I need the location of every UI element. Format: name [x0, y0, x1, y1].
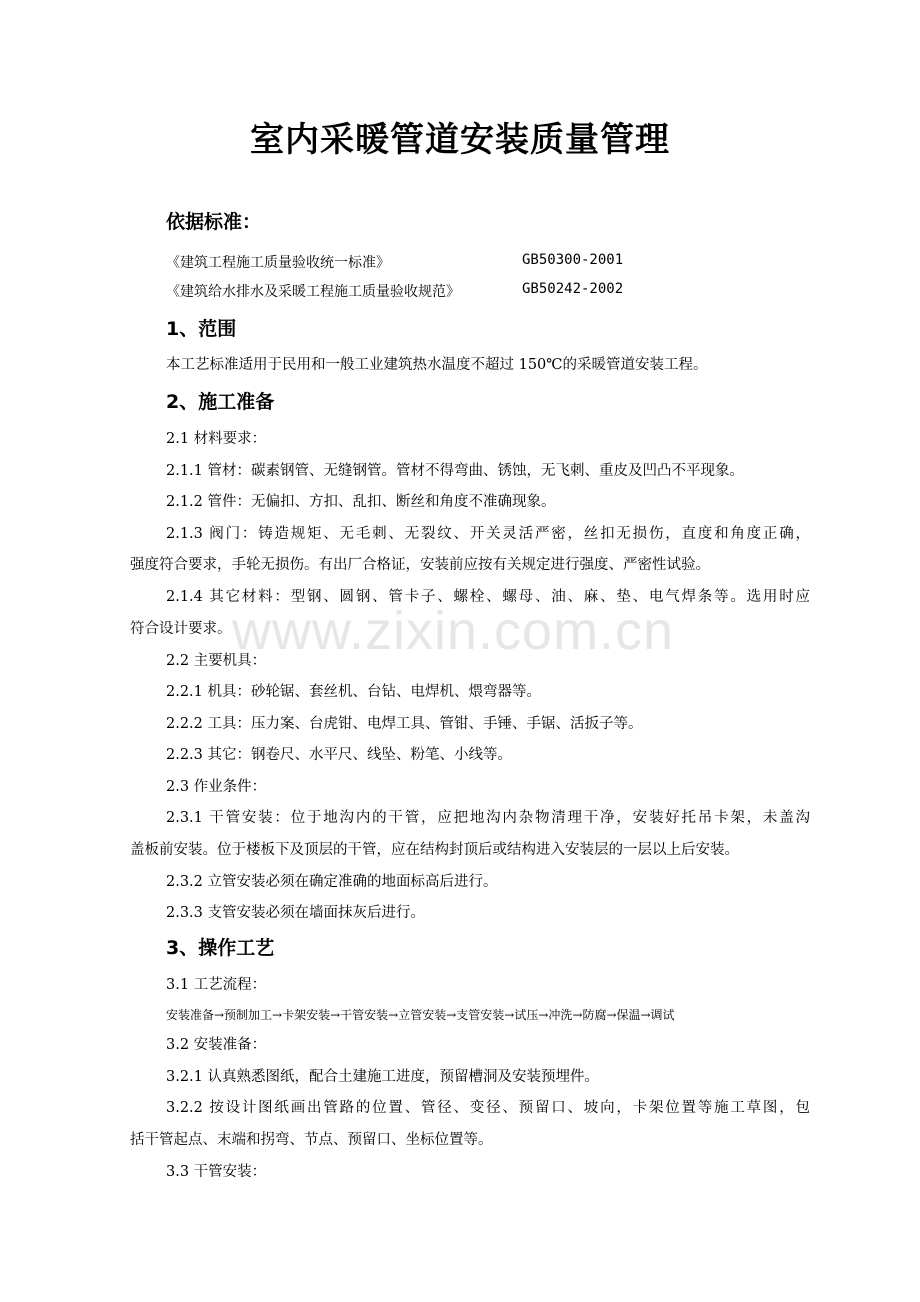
section-1-text: 本工艺标准适用于民用和一般工业建筑热水温度不超过 150℃的采暖管道安装工程。: [166, 357, 708, 373]
standard-code-1: GB50300-2001: [522, 252, 624, 268]
clause-3-3: 3.3 干管安装：: [166, 1164, 267, 1180]
clause-2-1: 2.1 材料要求：: [166, 431, 267, 447]
process-flow: 安装准备→预制加工→卡架安装→干管安装→立管安装→支管安装→试压→冲洗→防腐→保温→调试: [166, 1008, 675, 1022]
standard-name-2: 《建筑给水排水及采暖工程施工质量验收规范》: [166, 284, 460, 300]
standard-code-2: GB50242-2002: [522, 281, 624, 297]
basis-heading: 依据标准：: [166, 211, 262, 233]
section-1-heading: 1、范围: [166, 318, 237, 340]
clause-2-2: 2.2 主要机具：: [166, 653, 267, 669]
clause-3-2-1: 3.2.1 认真熟悉图纸，配合土建施工进度，预留槽洞及安装预埋件。: [166, 1069, 600, 1085]
clause-2-2-2: 2.2.2 工具：压力案、台虎钳、电焊工具、管钳、手锤、手锯、活扳子等。: [166, 716, 643, 732]
watermark: www.zixin.com.cn: [232, 601, 675, 661]
clause-2-2-3: 2.2.3 其它：钢卷尺、水平尺、线坠、粉笔、小线等。: [166, 747, 513, 763]
section-3-heading: 3、操作工艺: [166, 937, 275, 959]
clause-2-2-1: 2.2.1 机具：砂轮锯、套丝机、台钻、电焊机、煨弯器等。: [166, 684, 542, 700]
page-title: 室内采暖管道安装质量管理: [250, 120, 670, 160]
clause-2-1-3-line-2: 强度符合要求，手轮无损伤。有出厂合格证，安装前应按有关规定进行强度、严密性试验。: [130, 557, 710, 573]
standard-name-1: 《建筑工程施工质量验收统一标准》: [166, 255, 390, 271]
clause-2-1-3-line-1: 2.1.3 阀门：铸造规矩、无毛刺、无裂纹、开关灵活严密，丝扣无损伤，直度和角度正确，: [166, 526, 810, 542]
clause-2-3-1-line-1: 2.3.1 干管安装：位于地沟内的干管，应把地沟内杂物清理干净，安装好托吊卡架，未盖沟: [166, 810, 810, 826]
clause-3-2-2-line-2: 括干管起点、末端和拐弯、节点、预留口、坐标位置等。: [130, 1132, 493, 1148]
clause-2-1-4-line-1: 2.1.4 其它材料：型钢、圆钢、管卡子、螺栓、螺母、油、麻、垫、电气焊条等。选用时应: [166, 589, 810, 605]
clause-2-3-3: 2.3.3 支管安装必须在墙面抹灰后进行。: [166, 905, 426, 921]
clause-2-1-1: 2.1.1 管材：碳素钢管、无缝钢管。管材不得弯曲、锈蚀，无飞刺、重皮及凹凸不平现象。: [166, 463, 744, 479]
clause-2-1-4-line-2: 符合设计要求。: [130, 621, 232, 637]
clause-2-1-2: 2.1.2 管件：无偏扣、方扣、乱扣、断丝和角度不准确现象。: [166, 494, 556, 510]
clause-3-2-2-line-1: 3.2.2 按设计图纸画出管路的位置、管径、变径、预留口、坡向，卡架位置等施工草图，包: [166, 1100, 810, 1116]
section-2-heading: 2、施工准备: [166, 391, 275, 413]
clause-2-3-1-line-2: 盖板前安装。位于楼板下及顶层的干管，应在结构封顶后或结构进入安装层的一层以上后安装。: [130, 842, 739, 858]
clause-2-3: 2.3 作业条件：: [166, 779, 267, 795]
clause-3-1: 3.1 工艺流程：: [166, 977, 267, 993]
clause-2-3-2: 2.3.2 立管安装必须在确定准确的地面标高后进行。: [166, 874, 498, 890]
clause-3-2: 3.2 安装准备：: [166, 1037, 267, 1053]
